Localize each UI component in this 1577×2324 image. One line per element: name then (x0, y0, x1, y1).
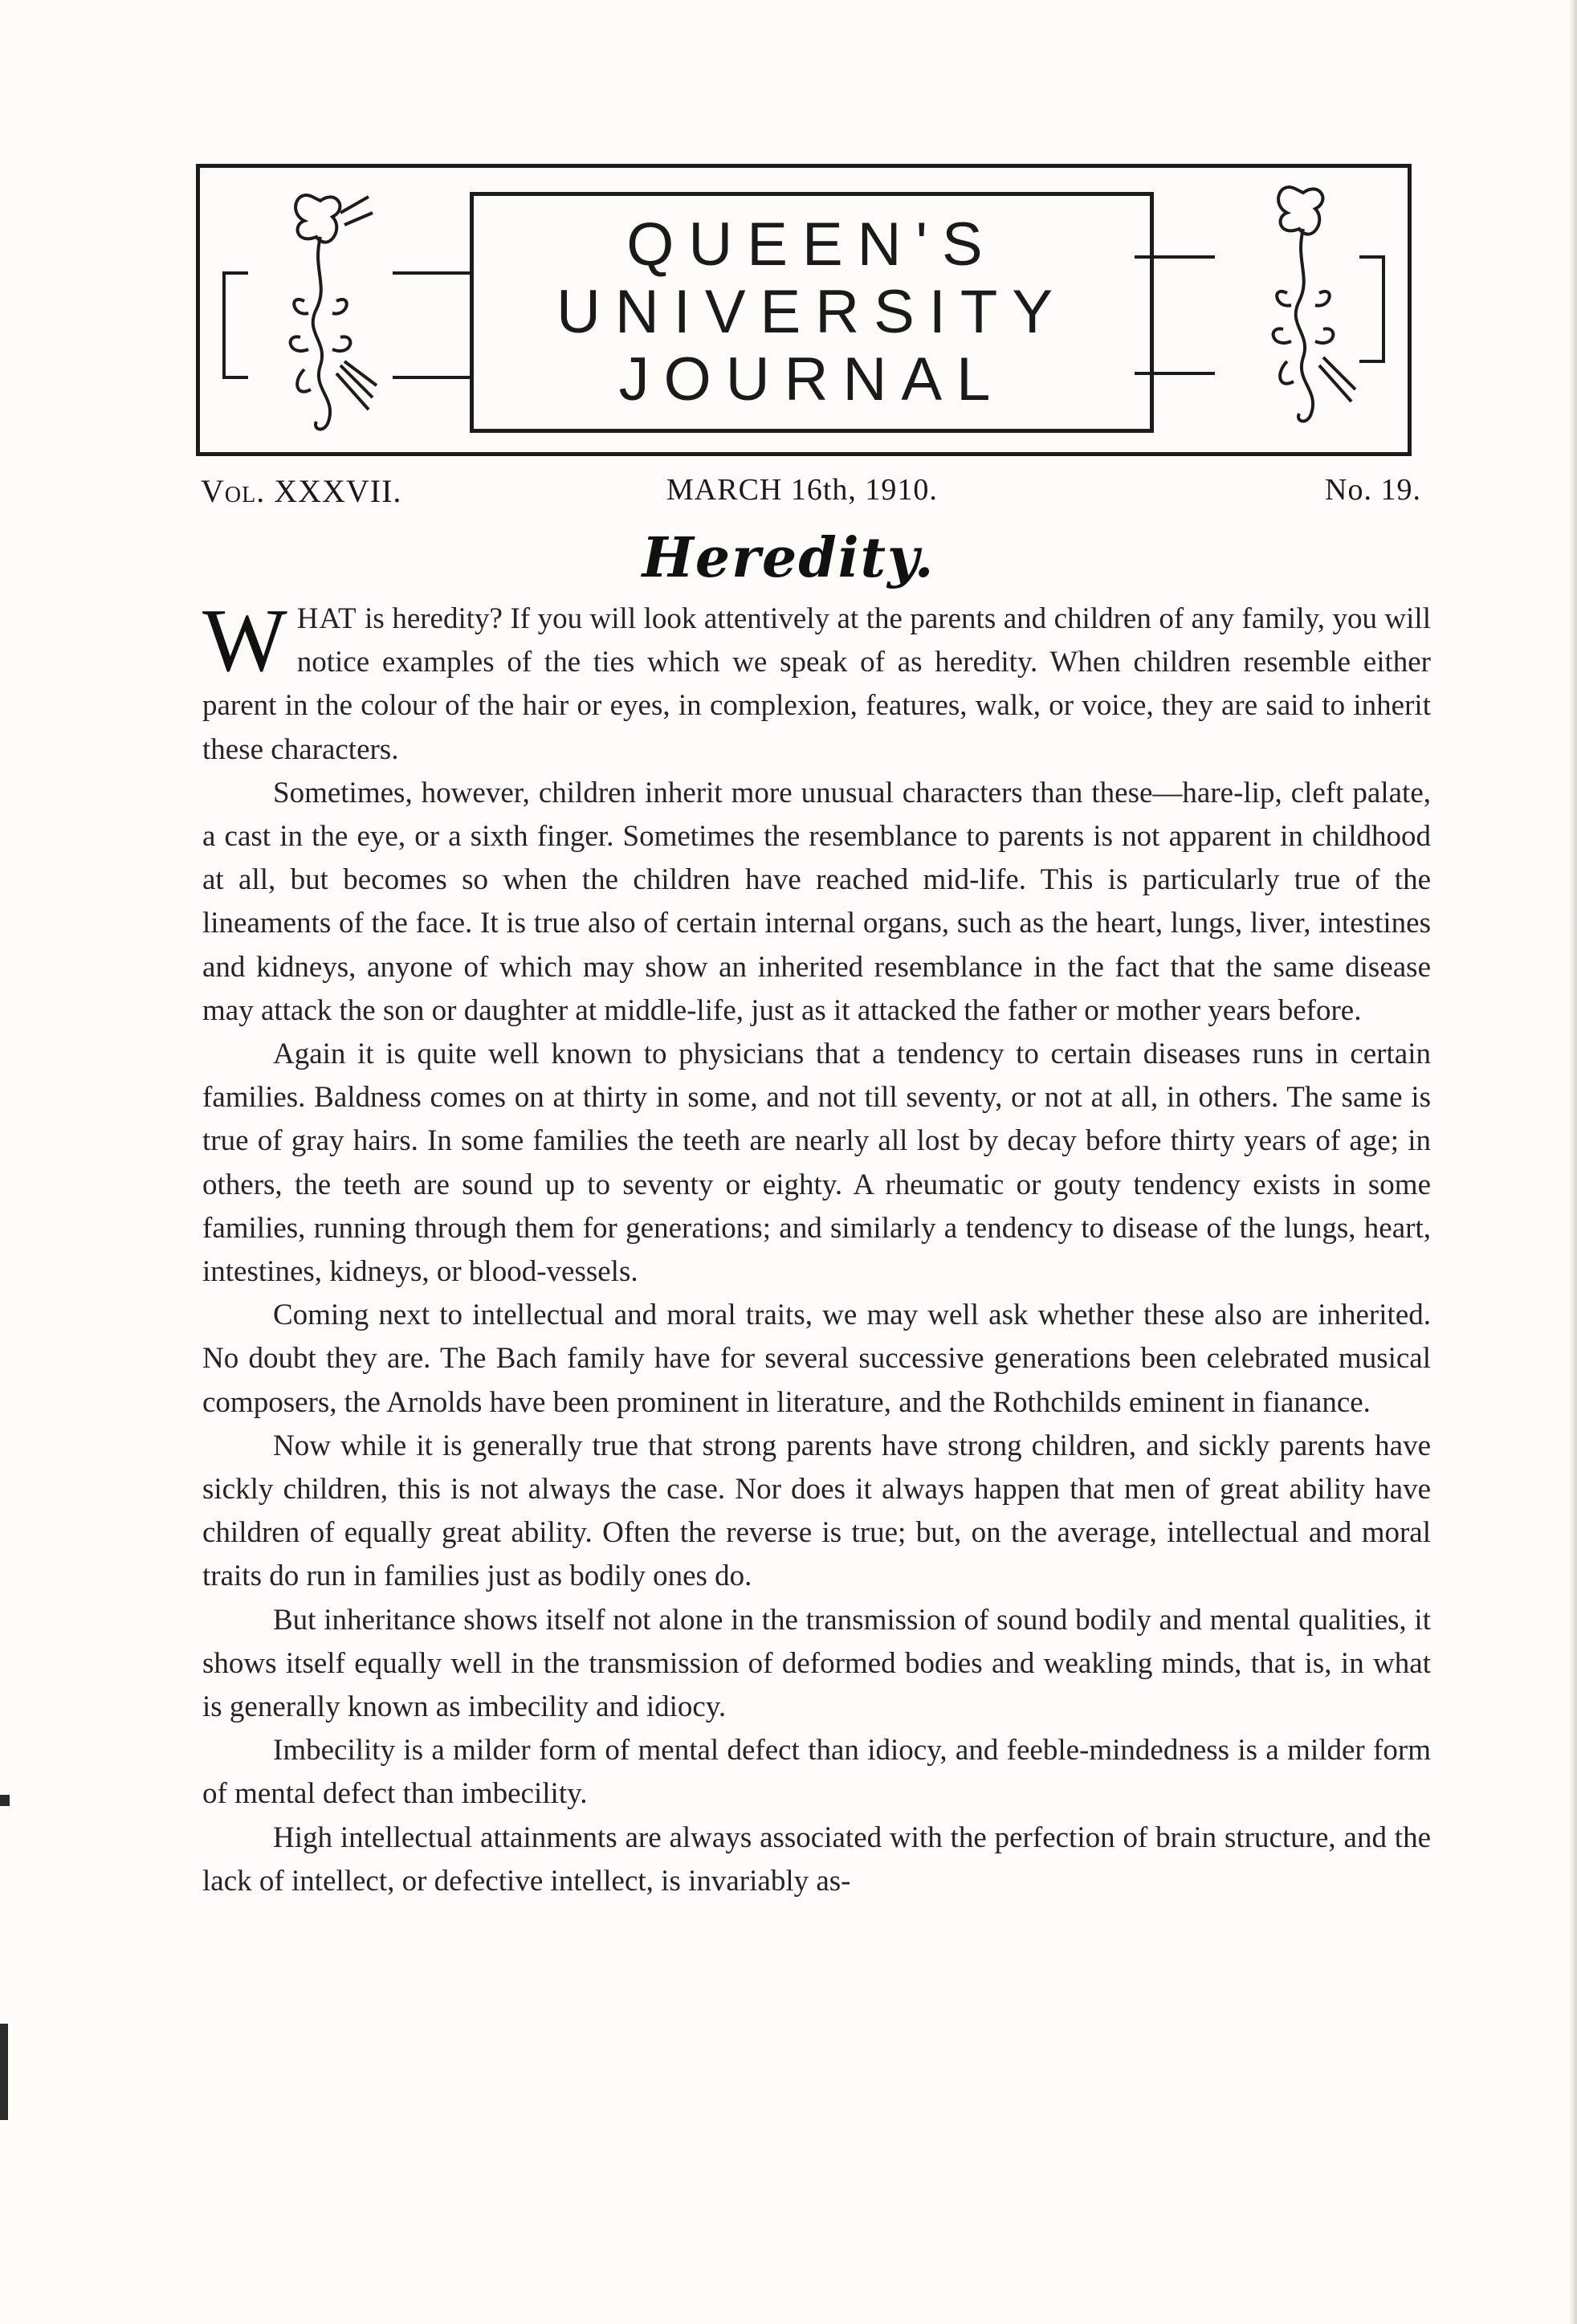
drop-cap: W (202, 591, 287, 691)
issue-number: No. 19. (1325, 473, 1421, 507)
floral-ornament-icon (208, 181, 473, 446)
article-paragraph (202, 591, 1431, 772)
scan-mark (0, 1795, 10, 1806)
article-paragraph: Sometimes, however, children inherit more unusual characters than these—hare-lip, cleft palate, a cast in the eye, or a sixth finger. Sometimes the resemblance to parents is not apparent in childhood at all, but becomes so when the children have reached mid-life. This is particularly true of the lineaments of the face. It is true also of certain internal organs, such as the heart, lungs, liver, intestines and kidneys, anyone of which may show an inherited resemblance in the fact that the same disease may attack the son or daughter at middle-life, just as it attacked the father or mother years before. (202, 776, 1431, 1027)
masthead-title-box (470, 192, 1154, 433)
article-paragraph: Coming next to intellectual and moral traits, we may well ask whether these also are inherited. No doubt they are. The Bach family have for several successive generations been celebrated musical composers, the Arnolds have been prominent in literature, and the Rothchilds eminent in fianance. (202, 1299, 1431, 1419)
issue-info (201, 472, 1421, 520)
article-body (202, 591, 1431, 1903)
scan-edge (1569, 0, 1577, 2324)
opening-words: HAT (296, 602, 357, 635)
masthead-title-line-3: JOURNAL (618, 345, 1005, 414)
scan-mark (0, 2024, 8, 2120)
masthead-title-line-2: UNIVERSITY (556, 278, 1068, 346)
article-paragraph: Imbecility is a milder form of mental defect than idiocy, and feeble-mindedness is a milder form of mental defect than imbecility. (202, 1734, 1431, 1811)
article-paragraph: High intellectual attainments are always associated with the perfection of brain structure, and the lack of intellect, or defective intellect, is invariably as- (202, 1820, 1431, 1898)
volume-number: Vol. XXXVII. (201, 473, 402, 509)
masthead-title-line-1: QUEEN'S (626, 210, 997, 279)
article-title: Heredity. (642, 526, 935, 590)
article-paragraph: Again it is quite well known to physicians that a tendency to certain diseases runs in certain families. Baldness comes on at thirty in some, and not till seventy, or not at all, in others. The same is true of gray hairs. In some families the teeth are nearly all lost by decay before thirty years of age; in others, the teeth are sound up to seventy or eighty. A rheumatic or gouty tendency exists in some families, running through them for generations; and similarly a tendency to disease of the lungs, heart, intestines, kidneys, or blood-vessels. (202, 1038, 1431, 1289)
article-paragraph: But inheritance shows itself not alone in the transmission of sound bodily and mental qualities, it shows itself equally well in the transmission of deformed bodies and weakling minds, that is, in what is generally known as imbecility and idiocy. (202, 1603, 1431, 1724)
masthead (196, 164, 1412, 456)
article-paragraph: Now while it is generally true that strong parents have strong children, and sickly parents have sickly children, this is not always the case. Nor does it always happen that men of great ability have children of equally great ability. Often the reverse is true; but, on the average, intellectual and moral traits do run in families just as bodily ones do. (202, 1429, 1431, 1593)
issue-date: MARCH 16th, 1910. (666, 473, 938, 507)
floral-ornament-icon (1135, 181, 1400, 446)
paragraph-text: is heredity? If you will look attentively at the parents and children of any family, you will notice examples of the ties which we speak of as heredity. When children resemble either parent in the colour of the hair or eyes, in complexion, features, walk, or voice, they are said to inherit these characters. (202, 602, 1431, 766)
